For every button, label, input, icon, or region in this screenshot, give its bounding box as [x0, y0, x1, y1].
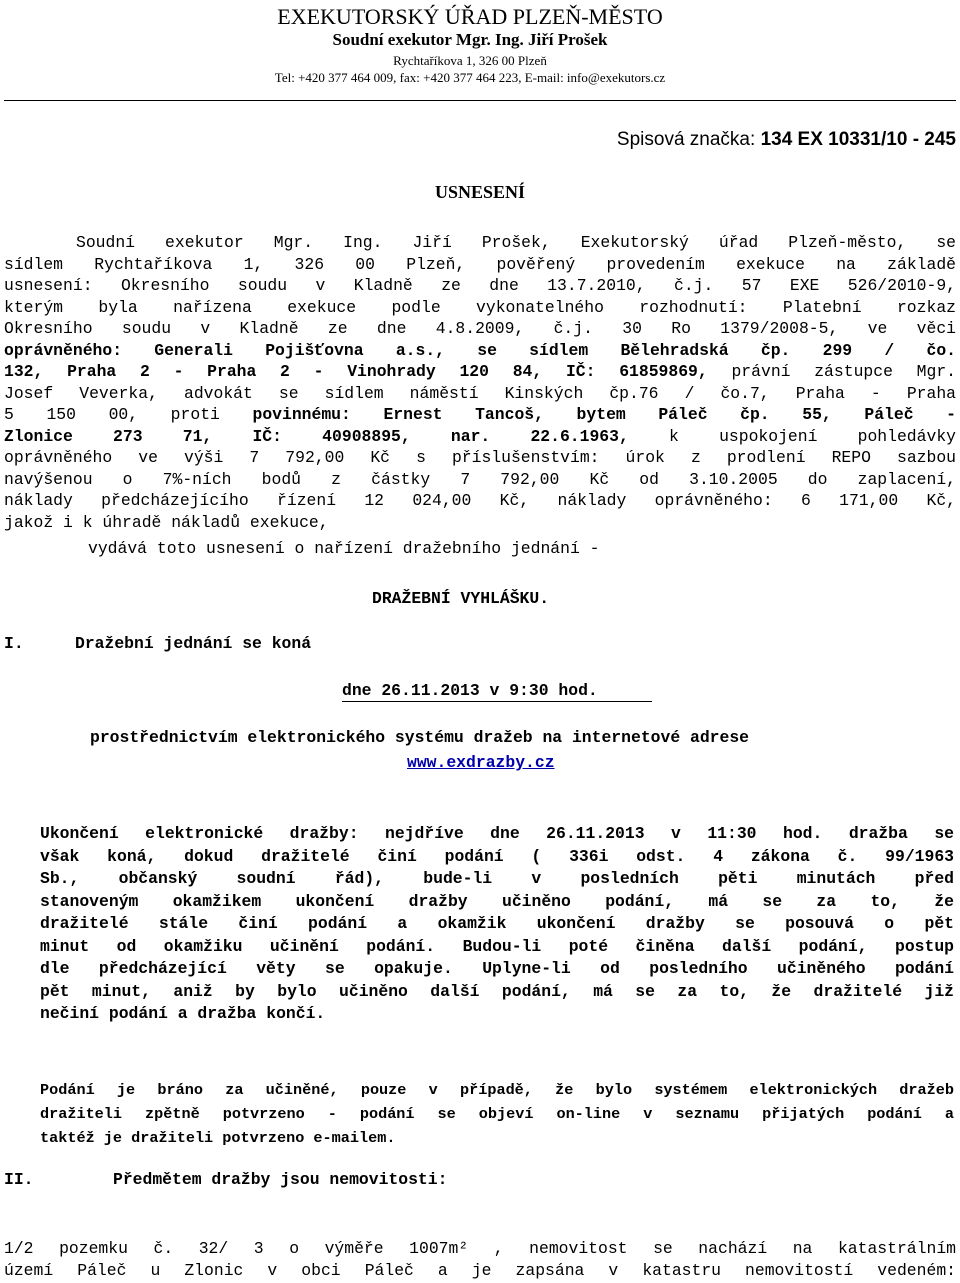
claim-line: jakož i k úhradě nákladů exekuce, [4, 512, 329, 532]
end-line: nečiní podání a dražba končí. [40, 1004, 326, 1023]
file-reference-label: Spisová značka: [616, 129, 756, 150]
end-line: dražitelé stále činí podání a okamžik ukončení dražby se posouvá o pět [40, 914, 954, 933]
system-line: prostřednictvím elektronického systému dražeb na internetové adrese [90, 728, 750, 747]
auction-date: dne 26.11.2013 v 9:30 hod. [342, 681, 652, 702]
notice-line: taktéž je dražiteli potvrzeno e-mailem. [40, 1129, 396, 1147]
debtor-line [4, 426, 956, 448]
creditor-address: 132, Praha 2 - Praha 2 - Vinohrady 120 84, IČ: 61859869, [4, 362, 708, 381]
debtor-prefix: 5 150 00, proti [4, 405, 253, 424]
end-line: však koná, dokud dražitelé činí podání ( 336i odst. 4 zákona č. 99/1963 [40, 846, 954, 866]
end-line: minut od okamžiku učinění podání. Budou-li poté činěna další podání, postup [40, 936, 954, 956]
intro-line: Soudní exekutor Mgr. Ing. Jiří Prošek, Exekutorský úřad Plzeň-město, se [76, 233, 956, 252]
claim-line: náklady předcházejícího řízení 12 024,00 Kč, náklady oprávněného: 6 171,00 Kč, [4, 491, 956, 510]
end-line: Sb., občanský soudní řád), bude-li v posledních pěti minutách před [40, 869, 954, 888]
issues-line: vydává toto usnesení o nařízení dražebního jednání - [88, 539, 600, 558]
auction-title: DRAŽEBNÍ VYHLÁŠKU. [372, 589, 550, 608]
notice-line: Podání je bráno za učiněné, pouze v případě, že bylo systémem elektronických dražeb [40, 1081, 954, 1099]
intro-line: sídlem Rychtaříkova 1, 326 00 Plzeň, pověřený provedením exekuce na základě [4, 254, 956, 274]
section-2-number: II. [4, 1170, 34, 1189]
executor-name: Soudní exekutor Mgr. Ing. Jiří Prošek [332, 30, 608, 49]
notice-paragraph [40, 1078, 954, 1150]
office-name: EXEKUTORSKÝ ÚŘAD PLZEŇ-MĚSTO [277, 4, 663, 29]
auction-url-link[interactable]: www.exdrazby.cz [407, 753, 555, 772]
office-address: Rychtaříkova 1, 326 00 Plzeň [393, 53, 547, 68]
creditor-representative: právní zástupce Mgr. [707, 362, 956, 381]
property-paragraph [4, 1238, 956, 1282]
debtor-line [4, 404, 956, 426]
claim-line: navýšenou o 7%-ních bodů z částky 7 792,00 Kč od 3.10.2005 do zaplacení, [4, 469, 956, 489]
end-line: pět minut, aniž by bylo učiněno další podání, má se za to, že dražitelé již [40, 981, 954, 1001]
property-line: 1/2 pozemku č. 32/ 3 o výměře 1007m² , nemovitost se nachází na katastrálním [4, 1239, 956, 1258]
claim-intro: k uspokojení pohledávky [628, 426, 956, 446]
debtor-label: povinnému: [252, 405, 351, 424]
end-line: stanoveným okamžikem ukončení dražby učiněno podání, má se za to, že [40, 891, 954, 911]
creditor-line: Josef Veverka, advokát se sídlem náměstí Kinských čp.76 / čo.7, Praha - Praha [4, 383, 956, 403]
section-2-heading: Předmětem dražby jsou nemovitosti: [113, 1170, 448, 1189]
intro-line: kterým byla nařízena exekuce podle vykonatelného rozhodnutí: Platební rozkaz [4, 297, 956, 317]
debtor-details: Zlonice 273 71, IČ: 40908895, nar. 22.6.1963, [4, 426, 629, 446]
intro-line: usnesení: Okresního soudu v Kladně ze dne 13.7.2010, č.j. 57 EXE 526/2010-9, [4, 276, 956, 295]
creditor-line [4, 361, 956, 383]
notice-line: dražiteli zpětně potvrzeno - podání se objeví on-line v seznamu přijatých podání a [40, 1105, 954, 1123]
intro-paragraph [4, 232, 956, 533]
end-line: dle předcházející věty se opakuje. Uplyne-li od posledního učiněného podání [40, 959, 954, 978]
end-line: Ukončení elektronické dražby: nejdříve dne 26.11.2013 v 11:30 hod. dražba se [40, 824, 954, 843]
auction-end-paragraph [40, 823, 954, 1026]
claim-line: oprávněného ve výši 7 792,00 Kč s příslušenstvím: úrok z prodlení REPO sazbou [4, 448, 956, 467]
section-1-heading: Dražební jednání se koná [75, 634, 312, 653]
office-contact: Tel: +420 377 464 009, fax: +420 377 464 223, E-mail: info@exekutors.cz [274, 70, 666, 85]
intro-line: Okresního soudu v Kladně ze dne 4.8.2009, č.j. 30 Ro 1379/2008-5, ve věci [4, 319, 956, 338]
property-line: území Páleč u Zlonic v obci Páleč a je zapsána v katastru nemovitostí vedeném: [4, 1261, 956, 1280]
header-divider [4, 100, 956, 101]
creditor-line: oprávněného: Generali Pojišťovna a.s., se sídlem Bělehradská čp. 299 / čo. [4, 340, 956, 360]
file-reference [617, 129, 956, 151]
section-1-number: I. [4, 634, 24, 653]
debtor-name: Ernest Tancoš, bytem Páleč čp. 55, Páleč - [350, 405, 956, 424]
document-title: USNESENÍ [434, 182, 526, 202]
file-reference-value: 134 EX 10331/10 - 245 [760, 129, 956, 150]
